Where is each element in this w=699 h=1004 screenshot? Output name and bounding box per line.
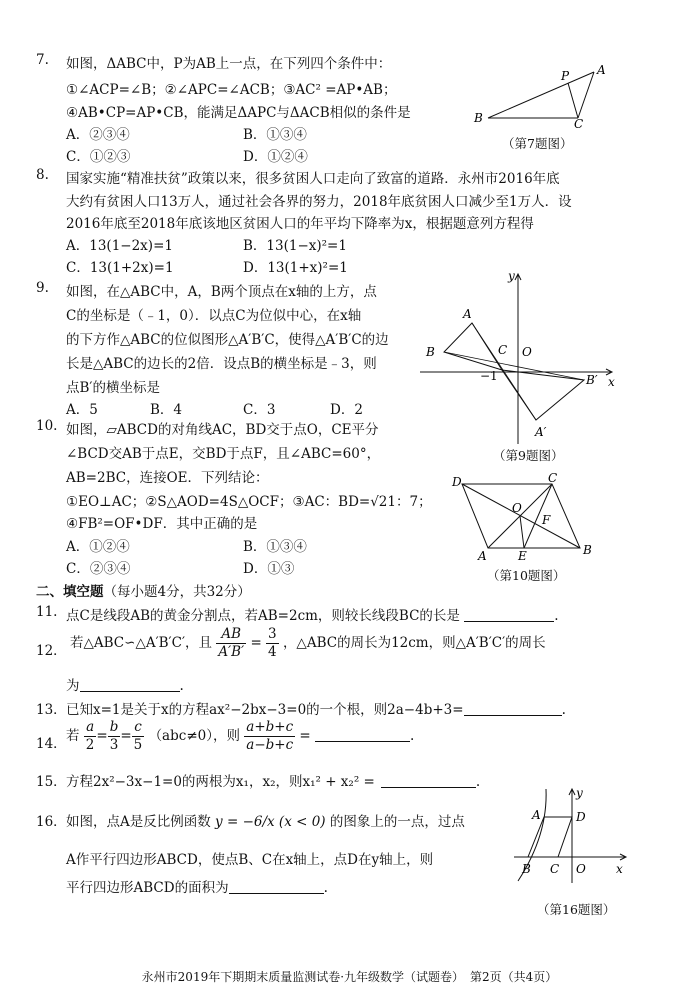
q16-answer-blank[interactable]: [229, 879, 324, 894]
section-2-note: （每小题4分，共32分）: [103, 584, 251, 600]
q14-f2-numerator: b: [109, 719, 119, 735]
q7-option-a: A．②③④: [66, 127, 130, 143]
q7-label-b: B: [474, 111, 483, 125]
q7-line-cp: [568, 83, 578, 118]
q9-caption: （第9题图）: [493, 448, 564, 463]
q16-label-c: C: [550, 862, 560, 876]
q16-figure: [510, 785, 630, 887]
q13-row: [66, 698, 566, 718]
q14-f3-numerator: c: [132, 719, 145, 737]
q9-line-4: 长是△ABC的边长的2倍．设点B的横坐标是﹣3，则: [66, 356, 377, 372]
q7-conditions-2: ④AB•CP=AP•CB，能满足ΔAPC与ΔACB相似的条件是: [66, 105, 411, 121]
q13-answer-blank[interactable]: [464, 701, 562, 716]
q7-figure: [470, 58, 620, 128]
q9-number: 9.: [36, 280, 49, 296]
q9-line-2: C的坐标是（﹣1，0）．以点C为位似中心，在x轴: [66, 308, 362, 324]
q12-number: 12．: [36, 643, 67, 659]
q7-number: 7.: [36, 52, 49, 68]
q14-f4-numerator: a+b+c: [246, 719, 294, 735]
q10-label-b: B: [583, 543, 592, 557]
q15-end: .: [475, 774, 481, 790]
q14-f1-denominator: 2: [85, 737, 95, 753]
q10-label-d: D: [452, 475, 462, 489]
section-2-title: 二、填空题: [36, 584, 104, 600]
q8-option-d: D．13(1+x)²=1: [243, 260, 348, 276]
q9-line-1: 如图，在△ABC中，A，B两个顶点在x轴的上方，点: [66, 284, 377, 300]
q7-stem: 如图，ΔABC中，P为AB上一点，在下列四个条件中：: [66, 56, 392, 72]
q12-line-2: 为: [66, 678, 80, 694]
q11-end: .: [554, 608, 559, 624]
q8-number: 8.: [36, 167, 49, 183]
q14-fraction-result: [244, 719, 295, 754]
q12-frac2-numerator: 3: [268, 626, 277, 642]
q16-function: y = −6/x (x < 0): [215, 814, 326, 830]
q10-figure: [448, 472, 608, 564]
q16-caption: （第16题图）: [537, 902, 616, 917]
q12-equals: =: [250, 635, 262, 651]
q10-number: 10.: [36, 418, 58, 434]
q14-f1-numerator: a: [84, 719, 97, 737]
section-2-heading: [36, 580, 251, 600]
q12-frac2-denominator: 4: [268, 644, 277, 660]
q10-label-o: O: [512, 501, 522, 515]
q12-fraction-1: [216, 626, 246, 661]
q10-line-5: ④FB²=OF•DF．其中正确的是: [66, 516, 258, 532]
q16-row-1: [66, 810, 465, 830]
q12-post: ，△ABC的周长为12cm，则△A′B′C′的周长: [282, 635, 546, 651]
q10-option-b: B．①③④: [243, 539, 307, 555]
q14-row: 若 $\frac{a}{2}$ = $\frac{b}{3}$ = $\frac{c}{5}$ （abc≠0），则 $\frac{a+b+c}{a-b+c}$ = .: [66, 719, 415, 753]
q9-option-d: D．2: [330, 402, 363, 418]
q11-row: [66, 604, 559, 624]
q12-answer-blank[interactable]: [80, 677, 180, 692]
page-footer: 永州市2019年下期期末质量监测试卷·九年级数学（试题卷） 第2页（共4页）: [141, 970, 558, 984]
q16-end: .: [323, 880, 328, 896]
q7-line-ca: [578, 72, 594, 118]
q9-label-x: x: [608, 375, 615, 389]
q16-line-3: 平行四边形ABCD的面积为: [66, 880, 229, 896]
q7-label-p: P: [561, 69, 570, 83]
q14-number: 14．: [36, 736, 67, 752]
q12-frac1-denominator: A′B′: [218, 644, 245, 660]
q12-end: .: [179, 678, 184, 694]
q13-number: 13．: [36, 702, 67, 718]
q16-line-2: A作平行四边形ABCD，使点B、C在x轴上，点D在y轴上，则: [66, 852, 434, 868]
q12-row-2: [66, 674, 184, 694]
q9-label-aprime: A′: [535, 425, 547, 439]
q16-label-x: x: [616, 862, 623, 876]
q13-text: 已知x=1是关于x的方程ax²−2bx−3=0的一个根，则2a−4b+3=: [66, 702, 464, 718]
q10-line-3: AB=2BC，连接OE．下列结论：: [66, 470, 269, 486]
q7-caption: （第7题图）: [502, 136, 573, 151]
q15-text: 方程2x²−3x−1=0的两根为x₁，x₂，则x₁² + x₂² =: [66, 774, 375, 790]
q8-line-3: 2016年底至2018年底该地区贫困人口的年平均下降率为x，根据题意列方程得: [66, 216, 534, 232]
q9-line-3: 的下方作△ABC的位似图形△A′B′C，使得△A′B′C的边: [66, 332, 389, 348]
q14-f2-denominator: 3: [109, 737, 119, 753]
q12-frac1-numerator: AB: [216, 626, 246, 644]
q15-number: 15．: [36, 774, 67, 790]
q16-number: 16．: [36, 814, 67, 830]
q8-line-2: 大约有贫困人口13万人，通过社会各界的努力，2018年底贫困人口减少至1万人．设: [66, 194, 572, 210]
q8-option-c: C．13(1+2x)=1: [66, 260, 174, 276]
q11-answer-blank[interactable]: [464, 607, 554, 622]
q9-line-bbp: [444, 352, 584, 380]
q16-post: 的图象上的一点，过点: [329, 814, 465, 830]
q7-conditions-1: ①∠ACP=∠B；②∠APC=∠ACB；③AC² =AP•AB；: [66, 82, 397, 98]
q10-line-1: 如图，▱ABCD的对角线AC，BD交于点O，CE平分: [66, 422, 379, 438]
q11-number: 11.: [36, 604, 58, 620]
q7-label-c: C: [574, 117, 584, 128]
q9-label-y: y: [508, 269, 515, 283]
q10-line-2: ∠BCD交AB于点E，交BD于点F，且∠ABC=60°，: [66, 446, 381, 462]
q15-row: [66, 770, 480, 790]
q7-label-a: A: [597, 63, 606, 77]
q14-f3-denominator: 5: [133, 737, 143, 753]
q16-label-d: D: [576, 810, 586, 824]
q14-fraction-c: [132, 719, 145, 754]
q16-label-y: y: [576, 786, 583, 800]
q16-pre: 如图，点A是反比例函数: [66, 814, 211, 830]
q14-f4-denominator: a−b+c: [246, 737, 294, 753]
q9-label-neg1: −1: [480, 369, 498, 383]
q9-label-a: A: [463, 307, 472, 321]
q14-answer-blank[interactable]: [315, 727, 410, 742]
q12-fraction-2: [266, 626, 279, 661]
q9-label-o: O: [522, 345, 532, 359]
q14-fraction-a: [84, 719, 97, 754]
q8-line-1: 国家实施“精准扶贫”政策以来，很多贫困人口走向了致富的道路．永州市2016年底: [66, 171, 560, 187]
q10-option-c: C．②③④: [66, 561, 131, 577]
q14-fraction-b: [108, 719, 121, 754]
q12-pre: 若△ABC∽△A′B′C′，且: [70, 635, 213, 651]
q7-line-ba: [488, 72, 594, 118]
q9-option-a: A．5: [66, 402, 98, 418]
q14-end: .: [410, 728, 415, 744]
q9-option-c: C．3: [243, 402, 276, 418]
q16-label-a: A: [532, 808, 541, 822]
q10-option-a: A．①②④: [66, 539, 130, 555]
q10-diag-bd: [462, 484, 580, 548]
q9-label-c: C: [498, 343, 508, 357]
q10-line-oe: [520, 516, 524, 548]
q9-line-5: 点B′的横坐标是: [66, 380, 160, 396]
q9-option-b: B．4: [150, 402, 183, 418]
q10-label-e: E: [518, 549, 527, 563]
q10-label-f: F: [542, 513, 551, 527]
q16-row-3: [66, 876, 328, 896]
q7-option-c: C．①②③: [66, 149, 131, 165]
q14-pre: 若: [66, 728, 80, 744]
q11-text: 点C是线段AB的黄金分割点，若AB=2cm，则较长线段BC的长是: [66, 608, 460, 624]
q7-option-b: B．①③④: [243, 127, 307, 143]
q14-condition: （abc≠0），则: [148, 728, 240, 744]
q9-triangle-abc: [444, 323, 502, 370]
q10-option-d: D．①③: [243, 561, 295, 577]
q16-label-o: O: [576, 862, 586, 876]
q8-option-b: B．13(1−x)²=1: [243, 238, 347, 254]
q10-caption: （第10题图）: [487, 568, 566, 583]
q15-answer-blank[interactable]: [381, 773, 476, 788]
q16-label-b: B: [522, 862, 531, 876]
q9-label-b: B: [426, 345, 435, 359]
q10-label-c: C: [548, 472, 558, 485]
q7-option-d: D．①②④: [243, 149, 308, 165]
q8-option-a: A．13(1−2x)=1: [66, 238, 173, 254]
q9-label-bprime: B′: [586, 373, 598, 387]
q9-figure: [420, 268, 620, 446]
q10-line-4: ①EO⊥AC；②S△AOD=4S△OCF；③AC：BD=√21：7；: [66, 494, 432, 510]
q12-row: [70, 626, 546, 661]
q13-end: .: [561, 702, 566, 718]
q10-label-a: A: [478, 549, 487, 563]
